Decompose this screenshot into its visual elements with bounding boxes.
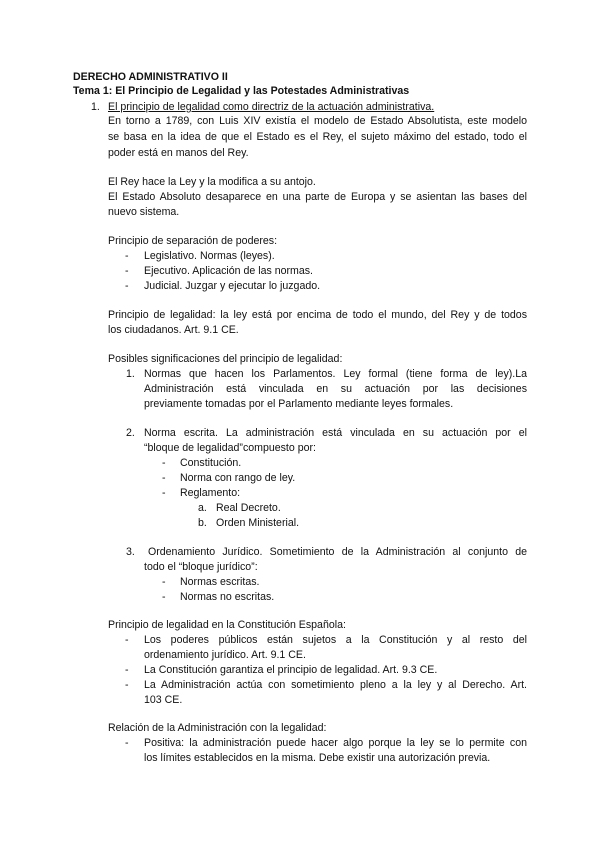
numbered-line: todo el “bloque jurídico”: <box>144 561 258 573</box>
separation-heading: Principio de separación de poderes: <box>108 235 278 247</box>
numbered-mark: 3. <box>126 546 135 558</box>
numbered-line: Ordenamiento Jurídico. Sometimiento de la Administración al conjunto de <box>148 546 527 558</box>
numbered-line: Norma escrita. La administración está vinculada en su actuación por el <box>144 427 527 439</box>
numbered-mark: 1. <box>126 368 135 380</box>
list-bullet: - <box>162 591 166 603</box>
list-item-continuation: 103 CE. <box>144 694 183 706</box>
list-item: Legislativo. Normas (leyes). <box>144 250 275 262</box>
list-item: Ejecutivo. Aplicación de las normas. <box>144 265 313 277</box>
list-bullet: - <box>125 634 129 646</box>
list-bullet: - <box>125 664 129 676</box>
list-bullet: - <box>125 265 129 277</box>
list-item: Los poderes públicos están sujetos a la Constitución y al resto del <box>144 634 527 646</box>
list-item: La Administración actúa con sometimiento pleno a la ley y al Derecho. Art. <box>144 679 527 691</box>
sub-list-item: Orden Ministerial. <box>216 517 300 529</box>
list-item-continuation: ordenamiento jurídico. Art. 9.1 CE. <box>144 649 306 661</box>
list-item-continuation: los límites establecidos en la misma. Debe existir una autorización previa. <box>144 752 491 764</box>
list-item: Positiva: la administración puede hacer algo porque la ley se lo permite con <box>144 737 527 749</box>
paragraph-line: En torno a 1789, con Luis XIV existía el modelo de Estado Absolutista, este modelo <box>108 115 527 127</box>
list-item: Judicial. Juzgar y ejecutar lo juzgado. <box>144 280 321 292</box>
list-bullet: - <box>162 487 166 499</box>
list-bullet: - <box>162 457 166 469</box>
relation-heading: Relación de la Administración con la legalidad: <box>108 722 327 734</box>
sub-list-mark: b. <box>198 517 207 529</box>
list-item: Reglamento: <box>180 487 241 499</box>
paragraph-line: Principio de legalidad: la ley está por encima de todo el mundo, del Rey y de todos <box>108 309 527 321</box>
sub-list-item: Real Decreto. <box>216 502 281 514</box>
list-item: Norma con rango de ley. <box>180 472 296 484</box>
paragraph-line: se basa en la idea de que el Estado es el Rey, el sujeto máximo del estado, todo el <box>108 131 527 143</box>
list-bullet: - <box>125 737 129 749</box>
list-bullet: - <box>125 250 129 262</box>
list-item: La Constitución garantiza el principio de legalidad. Art. 9.3 CE. <box>144 664 438 676</box>
paragraph-line: poder está en manos del Rey. <box>108 147 249 159</box>
numbered-line: previamente tomadas por el Parlamento mediante leyes formales. <box>144 398 454 410</box>
section-number: 1. <box>91 101 100 113</box>
list-bullet: - <box>162 576 166 588</box>
paragraph: El Rey hace la Ley y la modifica a su antojo. <box>108 176 316 188</box>
list-item: Normas escritas. <box>180 576 260 588</box>
sub-list-mark: a. <box>198 502 207 514</box>
list-bullet: - <box>125 280 129 292</box>
numbered-line: Normas que hacen los Parlamentos. Ley formal (tiene forma de ley).La <box>144 368 527 380</box>
list-item: Normas no escritas. <box>180 591 275 603</box>
list-bullet: - <box>162 472 166 484</box>
section-heading: El principio de legalidad como directriz de la actuación administrativa. <box>108 101 435 113</box>
document-title: DERECHO ADMINISTRATIVO II <box>73 71 228 83</box>
topic-title: Tema 1: El Principio de Legalidad y las Potestades Administrativas <box>73 85 410 97</box>
list-item: Constitución. <box>180 457 242 469</box>
numbered-line: Administración está vinculada en su actuación por las decisiones <box>144 383 527 395</box>
paragraph-line: El Estado Absoluto desaparece en una parte de Europa y se asientan las bases del <box>108 191 527 203</box>
numbered-line: “bloque de legalidad”compuesto por: <box>144 442 316 454</box>
list-bullet: - <box>125 679 129 691</box>
paragraph-line: los ciudadanos. Art. 9.1 CE. <box>108 324 239 336</box>
significations-heading: Posibles significaciones del principio de legalidad: <box>108 353 343 365</box>
paragraph-line: nuevo sistema. <box>108 206 180 218</box>
numbered-mark: 2. <box>126 427 135 439</box>
constitution-heading: Principio de legalidad en la Constitución Española: <box>108 619 346 631</box>
